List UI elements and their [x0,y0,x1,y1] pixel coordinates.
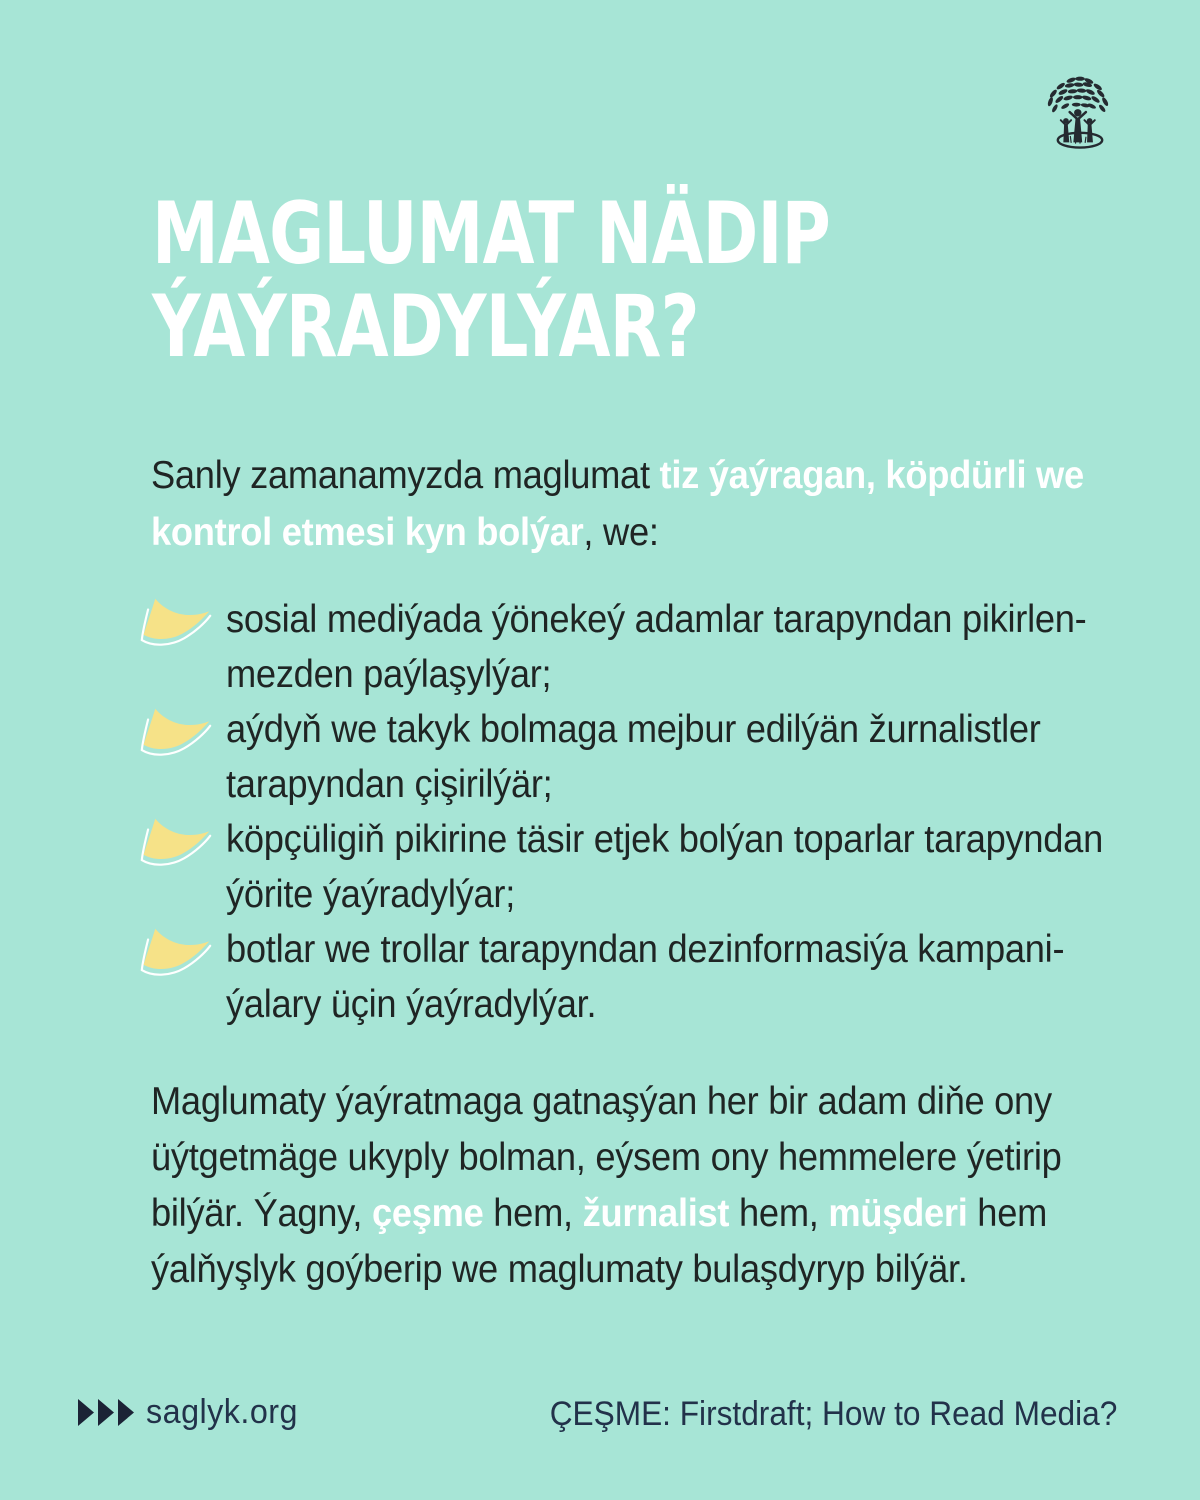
outro-paragraph [151,1074,1062,1298]
leaf-swoosh-icon [140,924,212,982]
outro-line3 [151,1186,1062,1242]
list-item-line: aýdyň we takyk bolmaga mejbur edilýän žurnalistler [226,708,1041,751]
outro-line4: ýalňyşlyk goýberip we maglumaty bulaşdyryp bilýär. [151,1248,968,1291]
list-item-line: botlar we trollar tarapyndan dezinformasiýa kampani- [226,928,1065,971]
page-title-line1: MAGLUMAT NÄDIP [152,184,831,284]
list-item-text [226,922,1064,1032]
intro-highlight: tiz ýaýragan, köpdürli we [659,454,1084,497]
list-item-line: mezden paýlaşylýar; [226,653,552,696]
list-item-text [226,702,1041,812]
leaf-swoosh-icon [140,594,212,652]
footer-brand [78,1393,306,1432]
page-title [152,184,831,377]
intro-line1 [151,447,1084,504]
leaf-swoosh-icon [140,704,212,762]
list-item [140,592,1140,702]
list-item [140,812,1140,922]
intro-text: Sanly zamanamyzda maglumat [151,454,660,497]
tree-people-logo-icon [1043,74,1117,156]
triple-arrow-icon [78,1399,136,1426]
intro-text: , we: [583,511,659,554]
list-item-line: sosial mediýada ýönekeý adamlar tarapyndan pikirlen- [226,598,1087,641]
outro-line1: Maglumaty ýaýratmaga gatnaşýan her bir adam diňe ony [151,1080,1052,1123]
list-item-line: ýörite ýaýradylýar; [226,873,515,916]
outro-text: bilýär. Ýagny, [151,1192,372,1235]
outro-line2: üýtgetmäge ukyply bolman, eýsem ony hemmelere ýetirip [151,1136,1062,1179]
site-name: saglyk.org [146,1393,298,1431]
intro-line2 [151,504,1084,561]
saglyk-tree-logo [1043,74,1117,156]
list-item-line: köpçüligiň pikirine täsir etjek bolýan toparlar tarapyndan [226,818,1103,861]
list-item-text [226,812,1103,922]
list-item-line: tarapyndan çişirilýär; [226,763,553,806]
outro-text: hem, [483,1192,583,1235]
outro-highlight-zurnalist: žurnalist [582,1192,730,1235]
page-title-line2: ÝAÝRADYLÝAR? [152,277,699,377]
list-item-line: ýalary üçin ýaýradylýar. [226,983,597,1026]
intro-highlight: kontrol etmesi kyn bolýar [151,511,584,554]
leaf-swoosh-icon [140,814,212,872]
outro-highlight-cesme: çeşme [371,1192,484,1235]
outro-text: hem [967,1192,1048,1235]
bullet-list [140,592,1140,1032]
outro-text: hem, [729,1192,829,1235]
list-item [140,922,1140,1032]
list-item [140,702,1140,812]
source-credit: ÇEŞME: Firstdraft; How to Read Media? [549,1395,1117,1433]
outro-highlight-musderi: müşderi [828,1192,968,1235]
intro-paragraph [151,447,1084,561]
list-item-text [226,592,1086,702]
